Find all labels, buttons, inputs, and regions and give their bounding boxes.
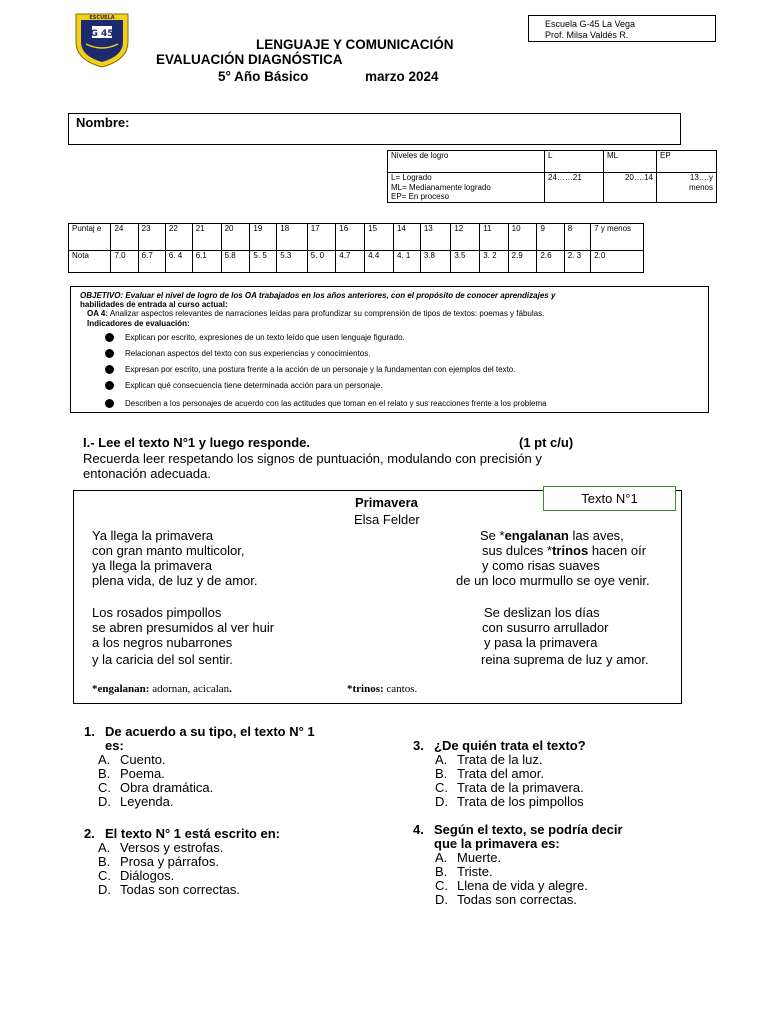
question-number: 1. — [84, 724, 95, 739]
option-letter: A. — [98, 840, 111, 855]
option-letter: B. — [435, 766, 448, 781]
verse-part: las aves, — [568, 528, 624, 543]
score-grade-cell: 5. 0 — [307, 251, 336, 273]
logo-text-top: ESCUELA — [89, 15, 115, 21]
score-grade-cell: 4.7 — [336, 251, 365, 273]
question-text: es: — [105, 738, 124, 753]
answer-option[interactable] — [98, 766, 165, 781]
score-grade-cell: 2. 3 — [564, 251, 590, 273]
levels-header: L — [545, 151, 604, 173]
option-letter: D. — [98, 882, 111, 897]
school-name: Escuela G-45 La Vega — [545, 19, 636, 29]
section1-instruction-2: entonación adecuada. — [83, 466, 211, 481]
levels-header: ML — [604, 151, 657, 173]
score-grade-cell: 7.0 — [111, 251, 138, 273]
title-evaluation: EVALUACIÓN DIAGNÓSTICA — [156, 52, 343, 67]
oa-text: Analizar aspectos relevantes de narraciones leídas para profundizar su comprensión de tipos de textos: poemas y fábulas. — [109, 309, 545, 318]
bullet-icon — [105, 333, 114, 342]
section1-heading: I.- Lee el texto N°1 y luego responde. — [83, 435, 310, 450]
poem-author: Elsa Felder — [354, 512, 420, 527]
score-points-cell: 23 — [138, 224, 165, 251]
answer-option[interactable] — [98, 794, 174, 809]
indicator-text: Expresan por escrito, una postura frente a la acción de un personaje y la fundamentan con ejemplos del texto. — [125, 365, 516, 374]
poem-verse: ya llega la primavera — [92, 558, 212, 573]
poem-verse: se abren presumidos al ver huir — [92, 620, 275, 635]
legend-ml: ML= Medianamente logrado — [391, 182, 491, 192]
objective-box — [70, 286, 709, 413]
levels-header: Niveles de logro — [388, 151, 545, 173]
gloss-term: *engalanan: — [92, 683, 150, 695]
option-text: Muerte. — [457, 850, 502, 865]
score-points-cell: 16 — [336, 224, 365, 251]
answer-option[interactable] — [98, 882, 240, 897]
option-text: Trata de los pimpollos — [457, 794, 584, 809]
option-text: Todas son correctas. — [457, 892, 577, 907]
score-points-cell: 12 — [451, 224, 480, 251]
poem-verse: y pasa la primavera — [484, 635, 598, 650]
option-letter: B. — [435, 864, 448, 879]
score-grade-cell: 2.9 — [508, 251, 537, 273]
title-subject: LENGUAJE Y COMUNICACIÓN — [256, 37, 454, 52]
answer-option[interactable] — [435, 892, 577, 907]
answer-option[interactable] — [435, 794, 584, 809]
poem-verse: reina suprema de luz y amor. — [481, 652, 649, 667]
score-points-cell: 15 — [365, 224, 394, 251]
score-points-cell: 8 — [564, 224, 590, 251]
score-grade-cell: 2.0 — [591, 251, 644, 273]
bullet-icon — [105, 349, 114, 358]
oa-label: OA 4: — [87, 309, 109, 318]
score-grade-cell: 3.5 — [451, 251, 480, 273]
option-letter: B. — [98, 854, 111, 869]
gloss-end: . — [229, 683, 232, 695]
range-l: 24……21 — [545, 173, 604, 203]
logo-text-center: G 45 — [90, 29, 114, 39]
poem-verse: Se deslizan los días — [484, 605, 600, 620]
objective-line2: habilidades de entrada al curso actual: — [80, 300, 228, 309]
score-points-cell: 19 — [250, 224, 277, 251]
verse-part: Se * — [480, 528, 505, 543]
scores-table — [68, 223, 644, 273]
indicators-label: Indicadores de evaluación: — [87, 319, 190, 328]
indicator-text: Explican qué consecuencia tiene determinada acción para un personaje. — [125, 381, 383, 390]
option-letter: D. — [435, 892, 448, 907]
name-field[interactable] — [68, 113, 681, 145]
question-number: 4. — [413, 822, 424, 837]
option-text: Obra dramática. — [120, 780, 214, 795]
question-text: que la primavera es: — [434, 836, 560, 851]
text-number-label: Texto N°1 — [543, 486, 676, 511]
objective-line1: OBJETIVO: Evaluar el nivel de logro de los OA trabajados en los años anteriores, con el propósito de conocer aprendizajes y — [80, 291, 556, 300]
levels-legend — [388, 173, 545, 203]
answer-option[interactable] — [98, 868, 174, 883]
score-grade-cell: 6.7 — [138, 251, 165, 273]
answer-option[interactable] — [435, 766, 544, 781]
oa-line — [87, 309, 544, 319]
option-letter: C. — [98, 780, 111, 795]
bullet-icon — [105, 365, 114, 374]
score-grade-cell: 2.6 — [537, 251, 564, 273]
score-points-cell: 10 — [508, 224, 537, 251]
option-text: Cuento. — [120, 752, 166, 767]
verse-part: sus dulces * — [482, 543, 553, 558]
poem-verse: de un loco murmullo se oye venir. — [456, 573, 650, 588]
score-points-cell: 18 — [277, 224, 308, 251]
gloss-engalanan — [92, 683, 232, 695]
poem-verse: y como risas suaves — [482, 558, 600, 573]
score-grade-cell: 6.1 — [192, 251, 221, 273]
gloss-def: cantos. — [383, 683, 418, 695]
answer-option[interactable] — [98, 752, 166, 767]
poem-verse — [482, 543, 646, 558]
score-grade-cell: 4. 1 — [394, 251, 421, 273]
score-points-cell: 14 — [394, 224, 421, 251]
teacher-name: Prof. Milsa Valdés R. — [545, 30, 629, 40]
score-grade-cell: 6. 4 — [165, 251, 192, 273]
range-ep — [657, 173, 717, 203]
answer-option[interactable] — [435, 878, 588, 893]
score-grade-cell: 5.3 — [277, 251, 308, 273]
verse-part: hacen oír — [588, 543, 647, 558]
gloss-term: *trinos: — [347, 683, 384, 695]
title-grade: 5° Año Básico — [218, 69, 309, 84]
gloss-def: adornan, acicalan — [149, 683, 230, 695]
option-text: Llena de vida y alegre. — [457, 878, 588, 893]
score-points-cell: 7 y menos — [591, 224, 644, 251]
levels-header: EP — [657, 151, 717, 173]
question-text: ¿De quién trata el texto? — [434, 738, 586, 753]
option-text: Leyenda. — [120, 794, 174, 809]
score-grade-cell: 5. 5 — [250, 251, 277, 273]
question-number: 3. — [413, 738, 424, 753]
school-info-box — [528, 15, 716, 42]
scores-row-label: Puntaj e — [69, 224, 111, 251]
option-text: Diálogos. — [120, 868, 175, 883]
range-ep-line: 13….y — [689, 173, 713, 182]
option-text: Triste. — [457, 864, 493, 879]
gloss-trinos — [347, 683, 417, 695]
indicator-text: Relacionan aspectos del texto con sus experiencias y conocimientos. — [125, 349, 371, 358]
score-points-cell: 21 — [192, 224, 221, 251]
scores-row-label: Nota — [69, 251, 111, 273]
poem-verse: a los negros nubarrones — [92, 635, 233, 650]
option-text: Poema. — [120, 766, 165, 781]
poem-verse: Ya llega la primavera — [92, 528, 214, 543]
poem-verse: y la caricia del sol sentir. — [92, 652, 233, 667]
option-text: Trata del amor. — [457, 766, 544, 781]
bullet-icon — [105, 381, 114, 390]
section1-instruction-1: Recuerda leer respetando los signos de puntuación, modulando con precisión y — [83, 451, 542, 466]
option-letter: C. — [435, 780, 448, 795]
score-points-cell: 20 — [221, 224, 250, 251]
legend-l: L= Logrado — [391, 173, 432, 182]
score-points-cell: 9 — [537, 224, 564, 251]
verse-bold: engalanan — [504, 528, 569, 543]
title-date: marzo 2024 — [365, 69, 439, 84]
poem-verse — [480, 528, 624, 543]
question-text: De acuerdo a su tipo, el texto N° 1 — [105, 724, 315, 739]
question-number: 2. — [84, 826, 95, 841]
verse-bold: trinos — [552, 543, 589, 558]
option-text: Prosa y párrafos. — [120, 854, 219, 869]
question-text: El texto N° 1 está escrito en: — [105, 826, 280, 841]
score-points-cell: 11 — [480, 224, 508, 251]
range-ep-line: menos — [688, 182, 713, 192]
option-text: Trata de la primavera. — [457, 780, 584, 795]
score-grade-cell: 4.4 — [365, 251, 394, 273]
answer-option[interactable] — [98, 840, 223, 855]
score-grade-cell: 5.8 — [221, 251, 250, 273]
question-text: Según el texto, se podría decir — [434, 822, 623, 837]
score-points-cell: 22 — [165, 224, 192, 251]
option-letter: A. — [435, 850, 448, 865]
score-points-cell: 17 — [307, 224, 336, 251]
poem-title: Primavera — [355, 495, 418, 510]
score-points-cell: 13 — [420, 224, 451, 251]
levels-table — [387, 150, 717, 203]
option-text: Todas son correctas. — [120, 882, 240, 897]
score-grade-cell: 3.8 — [420, 251, 451, 273]
option-letter: C. — [435, 878, 448, 893]
option-letter: B. — [98, 766, 111, 781]
option-letter: C. — [98, 868, 111, 883]
option-letter: D. — [98, 794, 111, 809]
score-points-cell: 24 — [111, 224, 138, 251]
school-logo — [72, 12, 132, 68]
indicator-text: Explican por escrito, expresiones de un texto leído que usen lenguaje figurado. — [125, 333, 405, 342]
option-letter: A. — [98, 752, 111, 767]
score-grade-cell: 3. 2 — [480, 251, 508, 273]
answer-option[interactable] — [435, 850, 501, 865]
answer-option[interactable] — [435, 752, 543, 767]
poem-verse: plena vida, de luz y de amor. — [92, 573, 258, 588]
answer-option[interactable] — [435, 864, 493, 879]
answer-option[interactable] — [435, 780, 584, 795]
option-letter: D. — [435, 794, 448, 809]
range-ml: 20….14 — [604, 173, 657, 203]
option-letter: A. — [435, 752, 448, 767]
section1-points: (1 pt c/u) — [519, 435, 574, 450]
poem-verse: con gran manto multicolor, — [92, 543, 245, 558]
legend-ep: EP= En proceso — [391, 192, 450, 201]
option-text: Trata de la luz. — [457, 752, 543, 767]
answer-option[interactable] — [98, 854, 219, 869]
poem-verse: con susurro arrullador — [482, 620, 609, 635]
name-label: Nombre: — [76, 115, 130, 130]
bullet-icon — [105, 399, 114, 408]
indicator-text: Describen a los personajes de acuerdo con las actitudes que toman en el relato y sus reacciones frente a los problema — [125, 399, 547, 408]
poem-verse: Los rosados pimpollos — [92, 605, 222, 620]
answer-option[interactable] — [98, 780, 213, 795]
option-text: Versos y estrofas. — [120, 840, 224, 855]
